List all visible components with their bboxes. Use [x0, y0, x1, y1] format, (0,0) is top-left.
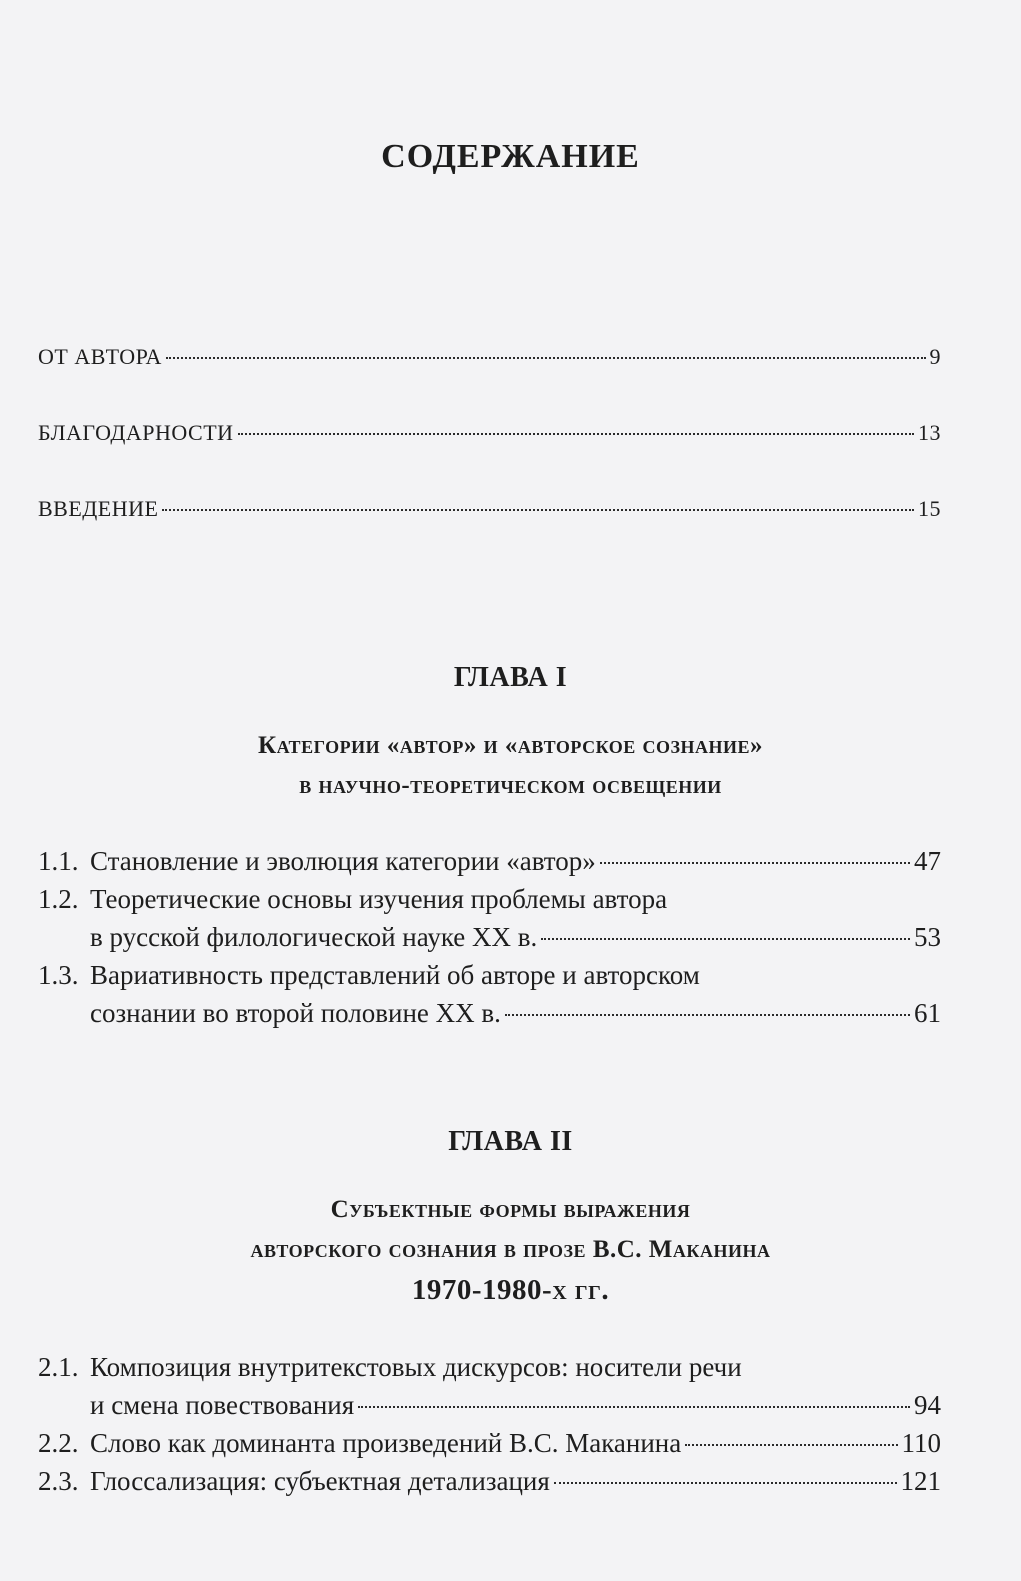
- chapter-title-line: Субъектные формы выражения: [330, 1196, 691, 1223]
- toc-entry-1-2: [38, 884, 941, 960]
- toc-entry-1-1: [38, 846, 941, 884]
- entry-text: и смена повествования: [90, 1390, 355, 1420]
- dot-leader: [600, 862, 910, 864]
- chapter-1-heading: ГЛАВА I: [453, 662, 568, 693]
- entry-text: Слово как доминанта произведений В.С. Маканина: [90, 1428, 682, 1458]
- chapter-title-line: в научно-теоретическом освещении: [299, 772, 722, 799]
- chapter-2-title: [0, 1190, 1021, 1310]
- chapter-title-line: авторского сознания в прозе В.С. Маканина: [250, 1236, 771, 1263]
- entry-number: 1.3.: [38, 960, 79, 990]
- chapter-title-line: Категории «автор» и «авторское сознание»: [258, 732, 763, 759]
- entry-text: сознании во второй половине XX в.: [90, 998, 501, 1028]
- entry-text: Теоретические основы изучения проблемы автора: [90, 884, 668, 914]
- entry-text: Вариативность представлений об авторе и авторском: [90, 960, 700, 990]
- toc-entry-2-2: [38, 1428, 941, 1466]
- entry-page: 94: [914, 1390, 941, 1420]
- entry-number: 1.2.: [38, 884, 79, 914]
- entry-text: Становление и эволюция категории «автор»: [90, 846, 596, 876]
- entry-page: 61: [914, 998, 941, 1028]
- dot-leader: [505, 1014, 910, 1016]
- entry-page: 53: [914, 922, 941, 952]
- toc-item-vvedenie: [38, 496, 941, 522]
- toc-entry-2-1: [38, 1352, 941, 1428]
- toc-entry-2-3: [38, 1466, 941, 1504]
- toc-item-blagodarnosti: [38, 420, 941, 446]
- entry-text: Композиция внутритекстовых дискурсов: носители речи: [90, 1352, 742, 1382]
- dot-leader: [541, 938, 910, 940]
- chapter-title-line: 1970-1980-х гг.: [411, 1274, 610, 1306]
- toc-entry-1-3: [38, 960, 941, 1036]
- dot-leader: [166, 357, 926, 359]
- entry-number: 1.1.: [38, 846, 79, 876]
- toc-item-label: БЛАГОДАРНОСТИ: [38, 420, 234, 445]
- dot-leader: [238, 433, 914, 435]
- entry-number: 2.2.: [38, 1428, 79, 1458]
- toc-item-label: ВВЕДЕНИЕ: [38, 496, 159, 521]
- entry-text: Глоссализация: субъектная детализация: [90, 1466, 550, 1496]
- entry-number: 2.3.: [38, 1466, 79, 1496]
- dot-leader: [162, 509, 914, 511]
- toc-item-page: 13: [918, 420, 941, 445]
- chapter-1-title: [0, 726, 1021, 806]
- entry-text: в русской филологической науке XX в.: [90, 922, 538, 952]
- entry-number: 2.1.: [38, 1352, 79, 1382]
- chapter-2-heading: ГЛАВА II: [448, 1126, 573, 1157]
- dot-leader: [685, 1444, 897, 1446]
- entry-page: 121: [900, 1466, 941, 1496]
- entry-page: 110: [901, 1428, 941, 1458]
- dot-leader: [358, 1406, 910, 1408]
- entry-page: 47: [914, 846, 941, 876]
- toc-item-page: 15: [918, 496, 941, 521]
- toc-item-page: 9: [929, 344, 941, 369]
- dot-leader: [554, 1482, 897, 1484]
- page-title: СОДЕРЖАНИЕ: [381, 138, 640, 175]
- toc-item-ot-avtora: [38, 344, 941, 370]
- toc-item-label: ОТ АВТОРА: [38, 344, 162, 369]
